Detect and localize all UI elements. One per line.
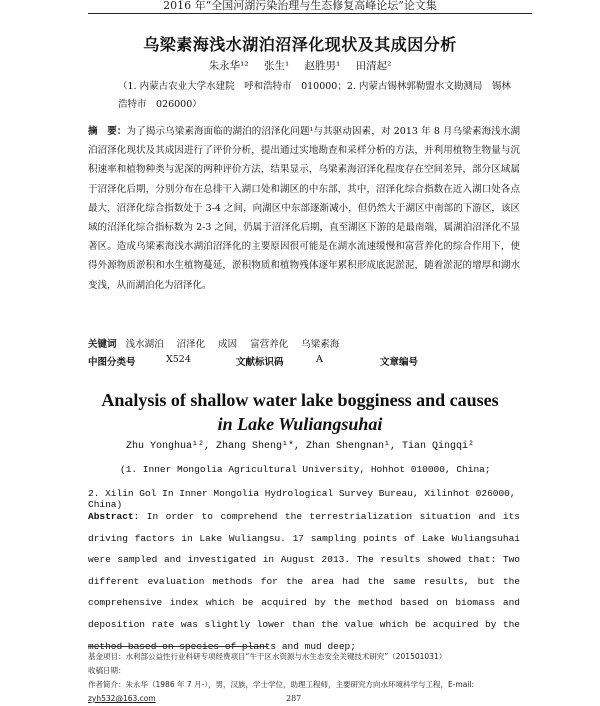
author-intro-note <box>88 678 528 706</box>
english-authors: Zhu Yonghua¹², Zhang Sheng¹*, Zhan Shengnan¹, Tian Qingqi² <box>125 441 475 452</box>
author-1: 朱永华¹² <box>208 60 249 72</box>
page-number: 287 <box>286 694 302 703</box>
english-title-line-1: Analysis of shallow water lake bogginess and causes <box>101 390 499 410</box>
keyword: 乌梁素海 <box>301 339 340 350</box>
keywords-row <box>88 336 520 350</box>
abstract-label: 摘 要： <box>88 126 127 137</box>
keyword: 成因 <box>218 339 238 350</box>
author-3: 赵胜男¹ <box>304 60 341 72</box>
chinese-authors <box>0 58 600 73</box>
english-title <box>0 388 600 436</box>
received-note: 收稿日期： <box>88 666 126 675</box>
footnote-rule <box>88 646 268 647</box>
english-abstract-text: In order to comprehend the terrestrialization situation and its driving factors in Lake Wuliangsu. 17 sampling points of Lake Wuliangsuhai were sampled and investigated in August 2013. The results showed that: Two different evaluation methods for the area had the same results, but the comprehensive index which be acquired by the method based on biomass and deposition rate was slightly lower than the value which be acquired by the method based on species of plants and mud deep; <box>88 511 520 652</box>
keywords-label: 关键词 <box>88 339 117 350</box>
english-affiliation-1: (1. Inner Mongolia Agricultural University, Hohhot 010000, China; <box>120 464 491 475</box>
english-abstract <box>88 506 520 657</box>
keyword: 沼泽化 <box>176 339 206 350</box>
author-4: 田清起² <box>355 60 392 72</box>
abstract-text: 为了揭示乌梁素海面临的湖泊的沼泽化问题¹与其驱动因素，对 2013 年 8 月乌梁素海浅水湖泊沼泽化现状及其成因进行了评价分析，提出通过实地勘查和采样分析的方法，并利用植物生物量与沉积速率和植物种类与泥深的两种评价方法，结果显示，乌梁素海沼泽化程度存在空间差异，部分区域属于沼泽化后期，分别分布在总排干入湖口处和湖区的中东部，其中，沼泽化综合指数在近入湖口处各点最大，沼泽化综合指数处于 3-4 之间，向湖区中东部逐渐减小，但仍然大于湖区中南部的下游区，该区域的沼泽化综合指标数为 2-3 之间，仍属于沼泽化后期，直至湖区下游的是最南端，属湖泊沼泽化不显著区。造成乌梁素海浅水湖泊沼泽化的主要原因很可能是在湖水流速缓慢和富营养化的综合作用下，使得外源物质淤积和水生植物蔓延，淤积物质和植物残体逐年累积形成底泥淤泥，随着淤泥的增厚和湖水变浅，从而湖泊化为沼泽化。 <box>88 126 520 291</box>
doc-code-label: 文献标识码 <box>236 357 284 368</box>
header-rule <box>88 13 532 14</box>
keyword: 浅水湖泊 <box>125 339 164 350</box>
fund-note: 基金项目：水利部公益性行业科研专项经费项目“牛干区水资源与水生态安全关键技术研究”（201501031） <box>88 652 447 661</box>
english-abstract-label: Abstract: <box>88 511 140 522</box>
running-header: 2016 年“全国河湖污染治理与生态修复高峰论坛”论文集 <box>163 0 437 12</box>
author-2: 张生¹ <box>263 60 290 72</box>
chinese-title: 乌梁素海浅水湖泊沼泽化现状及其成因分析 <box>143 35 457 54</box>
clc-label: 中图分类号 <box>88 357 136 368</box>
keyword: 富营养化 <box>250 339 289 350</box>
doc-code-value: A <box>316 354 323 365</box>
clc-value: X524 <box>166 354 191 365</box>
author-intro-text: 作者简介：朱永华（1986 年 7 月-），男，汉族，学士学位，助理工程师，主要研究方向水环境科学与工程，E-mail: <box>88 680 475 689</box>
chinese-abstract <box>88 122 520 295</box>
footnotes <box>88 650 528 706</box>
article-no-label: 文章编号 <box>380 357 419 368</box>
chinese-affiliation: （1. 内蒙古农业大学水建院 呼和浩特市 010000；2. 内蒙古锡林郭勒盟水文勘测局 锡林浩特市 026000） <box>118 81 511 110</box>
english-title-line-2: in Lake Wuliangsuhai <box>217 414 383 434</box>
author-email-link[interactable]: zyh532@163.com <box>88 694 156 703</box>
english-affiliation-2: 2. Xilin Gol In Inner Mongolia Hydrological Survey Bureau, Xilinhot 026000, China) <box>88 488 516 510</box>
